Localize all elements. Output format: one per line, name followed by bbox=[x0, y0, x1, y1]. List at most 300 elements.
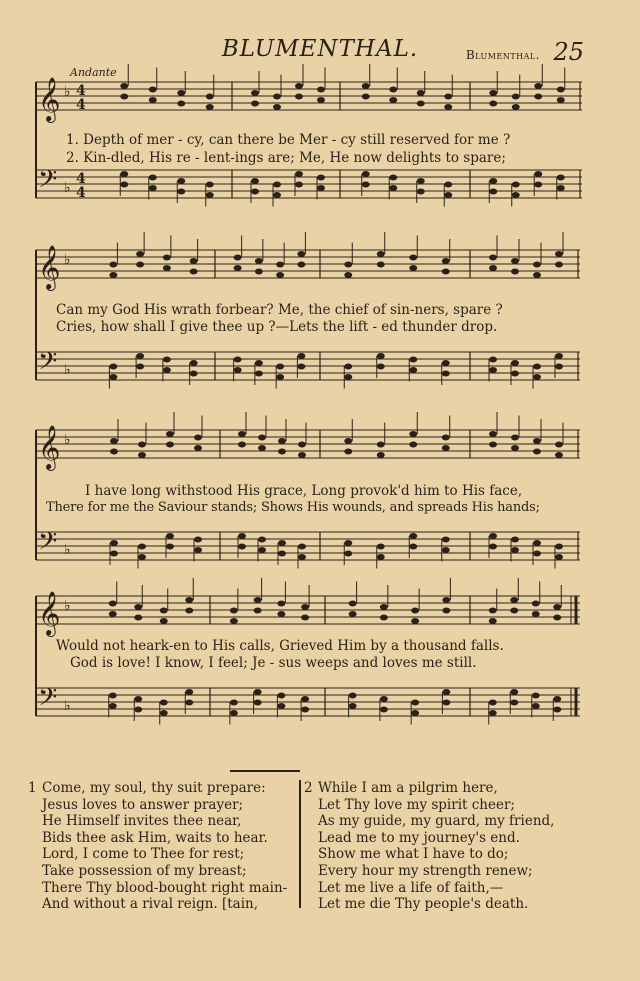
notehead bbox=[532, 611, 540, 617]
notehead bbox=[301, 707, 309, 713]
notehead bbox=[553, 707, 561, 713]
notehead bbox=[298, 544, 306, 550]
notehead bbox=[417, 178, 425, 184]
flat-sign: ♭ bbox=[64, 542, 71, 558]
notehead bbox=[510, 608, 518, 614]
notehead bbox=[362, 83, 370, 89]
system-2-lyric-verse-2: Cries, how shall I give thee up ?—Lets the lift - ed thunder drop. bbox=[56, 319, 498, 335]
notehead bbox=[234, 255, 242, 261]
notehead bbox=[238, 442, 246, 448]
notehead bbox=[160, 700, 168, 706]
notehead bbox=[258, 537, 266, 543]
notehead bbox=[442, 547, 450, 553]
system-3-lyric-verse-1: I have long withstood His grace, Long provok'd him to His face, bbox=[85, 483, 523, 499]
notehead bbox=[190, 371, 198, 377]
notehead bbox=[110, 449, 118, 455]
notehead bbox=[277, 703, 285, 709]
notehead bbox=[254, 608, 262, 614]
notehead bbox=[276, 364, 284, 370]
notehead bbox=[489, 608, 497, 614]
notehead bbox=[273, 192, 281, 198]
flat-sign: ♭ bbox=[64, 698, 71, 714]
bass-clef: 𝄢 bbox=[38, 347, 58, 382]
system-4-lyric-verse-1: Would not heark-en to His calls, Grieved Him by a thousand falls. bbox=[56, 638, 504, 654]
verse-line: There Thy blood-bought right main- bbox=[42, 879, 288, 896]
verse-number: 1 bbox=[28, 780, 37, 796]
notehead bbox=[109, 611, 117, 617]
notehead bbox=[206, 104, 214, 110]
notehead bbox=[489, 255, 497, 261]
notehead bbox=[409, 442, 417, 448]
notehead bbox=[166, 431, 174, 437]
notehead bbox=[160, 618, 168, 624]
notehead bbox=[138, 442, 146, 448]
notehead bbox=[295, 94, 303, 100]
notehead bbox=[511, 445, 519, 451]
notehead bbox=[163, 255, 171, 261]
bass-clef: 𝄢 bbox=[38, 165, 58, 200]
page-number: 25 bbox=[553, 38, 584, 66]
notehead bbox=[230, 608, 238, 614]
notehead bbox=[317, 87, 325, 93]
notehead bbox=[136, 251, 144, 257]
notehead bbox=[234, 357, 242, 363]
notehead bbox=[442, 700, 450, 706]
notehead bbox=[511, 258, 519, 264]
notehead bbox=[136, 353, 144, 359]
time-signature: 4 bbox=[76, 83, 86, 99]
notehead bbox=[511, 547, 519, 553]
notehead bbox=[298, 442, 306, 448]
notehead bbox=[555, 554, 563, 560]
notehead bbox=[532, 703, 540, 709]
notehead bbox=[110, 438, 118, 444]
notehead bbox=[389, 175, 397, 181]
notehead bbox=[120, 182, 128, 188]
notehead bbox=[533, 551, 541, 557]
notehead bbox=[109, 601, 117, 607]
notehead bbox=[138, 452, 146, 458]
notehead bbox=[317, 185, 325, 191]
notehead bbox=[194, 435, 202, 441]
flat-sign: ♭ bbox=[64, 598, 71, 614]
notehead bbox=[377, 442, 385, 448]
flat-sign: ♭ bbox=[64, 180, 71, 196]
notehead bbox=[409, 265, 417, 271]
verse-line: He Himself invites thee near, bbox=[42, 813, 242, 830]
notehead bbox=[251, 90, 259, 96]
time-signature: 4 bbox=[76, 97, 86, 113]
notehead bbox=[190, 360, 198, 366]
notehead bbox=[511, 371, 519, 377]
notehead bbox=[344, 272, 352, 278]
notehead bbox=[380, 604, 388, 610]
notehead bbox=[276, 262, 284, 268]
notehead bbox=[234, 265, 242, 271]
notehead bbox=[557, 97, 565, 103]
notehead bbox=[533, 374, 541, 380]
notehead bbox=[512, 182, 520, 188]
notehead bbox=[177, 90, 185, 96]
notehead bbox=[489, 710, 497, 716]
treble-clef: 𝄞 bbox=[38, 245, 61, 289]
notehead bbox=[489, 442, 497, 448]
notehead bbox=[534, 171, 542, 177]
notehead bbox=[185, 608, 193, 614]
verse-line: Lead me to my journey's end. bbox=[318, 829, 520, 846]
notehead bbox=[230, 710, 238, 716]
notehead bbox=[417, 90, 425, 96]
notehead bbox=[177, 189, 185, 195]
notehead bbox=[166, 544, 174, 550]
notehead bbox=[276, 272, 284, 278]
notehead bbox=[251, 178, 259, 184]
notehead bbox=[533, 438, 541, 444]
notehead bbox=[444, 192, 452, 198]
notehead bbox=[389, 185, 397, 191]
system-1-lyric-verse-2: 2. Kin-dled, His re - lent-ings are; Me, He now delights to spare; bbox=[66, 150, 506, 166]
notehead bbox=[349, 611, 357, 617]
notehead bbox=[258, 435, 266, 441]
treble-clef: 𝄞 bbox=[38, 77, 61, 121]
notehead bbox=[276, 374, 284, 380]
notehead bbox=[295, 182, 303, 188]
notehead bbox=[489, 189, 497, 195]
notehead bbox=[134, 707, 142, 713]
notehead bbox=[555, 544, 563, 550]
notehead bbox=[163, 265, 171, 271]
notehead bbox=[163, 357, 171, 363]
notehead bbox=[295, 171, 303, 177]
notehead bbox=[344, 449, 352, 455]
system-1-lyric-verse-1: 1. Depth of mer - cy, can there be Mer - cy still reserved for me ? bbox=[66, 132, 511, 148]
notehead bbox=[512, 104, 520, 110]
notehead bbox=[409, 255, 417, 261]
notehead bbox=[255, 371, 263, 377]
verse-line: As my guide, my guard, my friend, bbox=[318, 813, 555, 830]
notehead bbox=[149, 97, 157, 103]
notehead bbox=[301, 696, 309, 702]
verse-line: Take possession of my breast; bbox=[42, 862, 247, 879]
notehead bbox=[344, 262, 352, 268]
notehead bbox=[489, 618, 497, 624]
notehead bbox=[555, 251, 563, 257]
notehead bbox=[344, 540, 352, 546]
notehead bbox=[442, 537, 450, 543]
notehead bbox=[136, 262, 144, 268]
notehead bbox=[185, 689, 193, 695]
notehead bbox=[511, 269, 519, 275]
notehead bbox=[533, 540, 541, 546]
notehead bbox=[149, 175, 157, 181]
notehead bbox=[362, 171, 370, 177]
notehead bbox=[409, 357, 417, 363]
system-2-lyric-verse-1: Can my God His wrath forbear? Me, the chief of sin-ners, spare ? bbox=[56, 302, 503, 318]
flat-sign: ♭ bbox=[64, 432, 71, 448]
notehead bbox=[442, 269, 450, 275]
system-3-lyric-verse-2: There for me the Saviour stands; Shows His wounds, and spreads His hands; bbox=[46, 500, 540, 515]
notehead bbox=[138, 544, 146, 550]
treble-clef: 𝄞 bbox=[38, 591, 61, 635]
notehead bbox=[442, 608, 450, 614]
running-head: Blumenthal. bbox=[465, 48, 540, 62]
system-4-lyric-verse-2: God is love! I know, I feel; Je - sus weeps and loves me still. bbox=[70, 655, 477, 671]
notehead bbox=[555, 442, 563, 448]
bass-clef: 𝄢 bbox=[38, 527, 58, 562]
notehead bbox=[273, 104, 281, 110]
notehead bbox=[532, 693, 540, 699]
notehead bbox=[377, 364, 385, 370]
notehead bbox=[160, 710, 168, 716]
notehead bbox=[442, 689, 450, 695]
notehead bbox=[489, 544, 497, 550]
notehead bbox=[278, 449, 286, 455]
bass-clef: 𝄢 bbox=[38, 683, 58, 718]
notehead bbox=[109, 262, 117, 268]
notehead bbox=[512, 192, 520, 198]
notehead bbox=[230, 700, 238, 706]
verse-line: Come, my soul, thy suit prepare: bbox=[42, 780, 266, 796]
notehead bbox=[489, 533, 497, 539]
notehead bbox=[317, 97, 325, 103]
notehead bbox=[417, 189, 425, 195]
notehead bbox=[377, 452, 385, 458]
notehead bbox=[109, 374, 117, 380]
verse-line: Let me live a life of faith,— bbox=[318, 879, 504, 896]
notehead bbox=[190, 258, 198, 264]
notehead bbox=[411, 608, 419, 614]
notehead bbox=[409, 431, 417, 437]
notehead bbox=[442, 371, 450, 377]
notehead bbox=[553, 615, 561, 621]
notehead bbox=[444, 94, 452, 100]
notehead bbox=[166, 442, 174, 448]
notehead bbox=[254, 689, 262, 695]
notehead bbox=[206, 192, 214, 198]
notehead bbox=[411, 618, 419, 624]
notehead bbox=[489, 265, 497, 271]
notehead bbox=[557, 87, 565, 93]
notehead bbox=[417, 101, 425, 107]
verse-line: Let Thy love my spirit cheer; bbox=[318, 796, 515, 813]
verse-line: Lord, I come to Thee for rest; bbox=[42, 846, 245, 863]
notehead bbox=[230, 618, 238, 624]
notehead bbox=[533, 262, 541, 268]
notehead bbox=[512, 94, 520, 100]
notehead bbox=[109, 272, 117, 278]
notehead bbox=[534, 83, 542, 89]
notehead bbox=[442, 597, 450, 603]
notehead bbox=[134, 696, 142, 702]
tempo-marking: Andante bbox=[70, 66, 117, 79]
notehead bbox=[278, 540, 286, 546]
notehead bbox=[297, 262, 305, 268]
notehead bbox=[134, 604, 142, 610]
time-signature: 4 bbox=[76, 185, 86, 201]
notehead bbox=[109, 693, 117, 699]
notehead bbox=[553, 604, 561, 610]
notehead bbox=[442, 445, 450, 451]
notehead bbox=[234, 367, 242, 373]
notehead bbox=[534, 182, 542, 188]
notehead bbox=[273, 182, 281, 188]
notehead bbox=[377, 353, 385, 359]
notehead bbox=[510, 700, 518, 706]
notehead bbox=[177, 178, 185, 184]
notehead bbox=[190, 269, 198, 275]
notehead bbox=[532, 601, 540, 607]
notehead bbox=[555, 452, 563, 458]
verse-line: Let me die Thy people's death. bbox=[318, 896, 529, 913]
notehead bbox=[444, 104, 452, 110]
verse-number: 2 bbox=[304, 780, 313, 796]
notehead bbox=[194, 547, 202, 553]
notehead bbox=[534, 94, 542, 100]
notehead bbox=[206, 94, 214, 100]
notehead bbox=[255, 269, 263, 275]
notehead bbox=[254, 700, 262, 706]
notehead bbox=[409, 544, 417, 550]
notehead bbox=[553, 696, 561, 702]
notehead bbox=[489, 357, 497, 363]
notehead bbox=[489, 101, 497, 107]
notehead bbox=[533, 449, 541, 455]
notehead bbox=[194, 445, 202, 451]
notehead bbox=[511, 360, 519, 366]
notehead bbox=[362, 94, 370, 100]
notehead bbox=[349, 601, 357, 607]
verse-line: While I am a pilgrim here, bbox=[318, 780, 498, 796]
notehead bbox=[258, 547, 266, 553]
treble-clef: 𝄞 bbox=[38, 425, 61, 469]
notehead bbox=[510, 689, 518, 695]
notehead bbox=[442, 435, 450, 441]
notehead bbox=[238, 533, 246, 539]
notehead bbox=[489, 178, 497, 184]
verse-line: Show me what I have to do; bbox=[318, 846, 509, 863]
notehead bbox=[409, 367, 417, 373]
notehead bbox=[254, 597, 262, 603]
notehead bbox=[109, 364, 117, 370]
notehead bbox=[255, 258, 263, 264]
notehead bbox=[298, 554, 306, 560]
notehead bbox=[134, 615, 142, 621]
notehead bbox=[555, 364, 563, 370]
notehead bbox=[489, 700, 497, 706]
notehead bbox=[110, 551, 118, 557]
notehead bbox=[510, 597, 518, 603]
flat-sign: ♭ bbox=[64, 362, 71, 378]
notehead bbox=[533, 364, 541, 370]
notehead bbox=[442, 258, 450, 264]
verse-line: And without a rival reign. [tain, bbox=[42, 896, 259, 913]
page-title: BLUMENTHAL. bbox=[221, 36, 419, 62]
notehead bbox=[185, 700, 193, 706]
notehead bbox=[185, 597, 193, 603]
notehead bbox=[389, 87, 397, 93]
notehead bbox=[409, 533, 417, 539]
notehead bbox=[557, 185, 565, 191]
notehead bbox=[277, 601, 285, 607]
notehead bbox=[258, 445, 266, 451]
notehead bbox=[166, 533, 174, 539]
notehead bbox=[194, 537, 202, 543]
notehead bbox=[489, 367, 497, 373]
notehead bbox=[489, 431, 497, 437]
notehead bbox=[344, 374, 352, 380]
notehead bbox=[377, 251, 385, 257]
notehead bbox=[298, 452, 306, 458]
notehead bbox=[389, 97, 397, 103]
notehead bbox=[110, 540, 118, 546]
notehead bbox=[317, 175, 325, 181]
notehead bbox=[349, 693, 357, 699]
notehead bbox=[273, 94, 281, 100]
section-rule bbox=[230, 770, 300, 772]
notehead bbox=[362, 182, 370, 188]
notehead bbox=[301, 615, 309, 621]
flat-sign: ♭ bbox=[64, 84, 71, 100]
verse-1 bbox=[28, 780, 288, 913]
notehead bbox=[380, 707, 388, 713]
notehead bbox=[138, 554, 146, 560]
notehead bbox=[238, 544, 246, 550]
notehead bbox=[377, 544, 385, 550]
notehead bbox=[380, 615, 388, 621]
notehead bbox=[377, 554, 385, 560]
notehead bbox=[149, 185, 157, 191]
notehead bbox=[251, 189, 259, 195]
notehead bbox=[238, 431, 246, 437]
notehead bbox=[444, 182, 452, 188]
notehead bbox=[109, 703, 117, 709]
verse-line: Bids thee ask Him, waits to hear. bbox=[42, 829, 268, 846]
notehead bbox=[344, 364, 352, 370]
notehead bbox=[511, 435, 519, 441]
notehead bbox=[295, 83, 303, 89]
notehead bbox=[380, 696, 388, 702]
notehead bbox=[349, 703, 357, 709]
notehead bbox=[442, 360, 450, 366]
time-signature: 4 bbox=[76, 171, 86, 187]
notehead bbox=[277, 693, 285, 699]
notehead bbox=[533, 272, 541, 278]
notehead bbox=[251, 101, 259, 107]
notehead bbox=[136, 364, 144, 370]
notehead bbox=[301, 604, 309, 610]
notehead bbox=[489, 90, 497, 96]
verse-line: Every hour my strength renew; bbox=[318, 862, 533, 879]
notehead bbox=[297, 353, 305, 359]
notehead bbox=[160, 608, 168, 614]
notehead bbox=[206, 182, 214, 188]
notehead bbox=[278, 438, 286, 444]
notehead bbox=[411, 710, 419, 716]
notehead bbox=[297, 364, 305, 370]
notehead bbox=[177, 101, 185, 107]
notehead bbox=[344, 438, 352, 444]
verse-2 bbox=[304, 780, 555, 913]
notehead bbox=[255, 360, 263, 366]
notehead bbox=[557, 175, 565, 181]
notehead bbox=[555, 262, 563, 268]
notehead bbox=[163, 367, 171, 373]
notehead bbox=[297, 251, 305, 257]
flat-sign: ♭ bbox=[64, 252, 71, 268]
notehead bbox=[277, 611, 285, 617]
column-divider bbox=[299, 780, 301, 908]
verse-line: Jesus loves to answer prayer; bbox=[42, 796, 244, 813]
